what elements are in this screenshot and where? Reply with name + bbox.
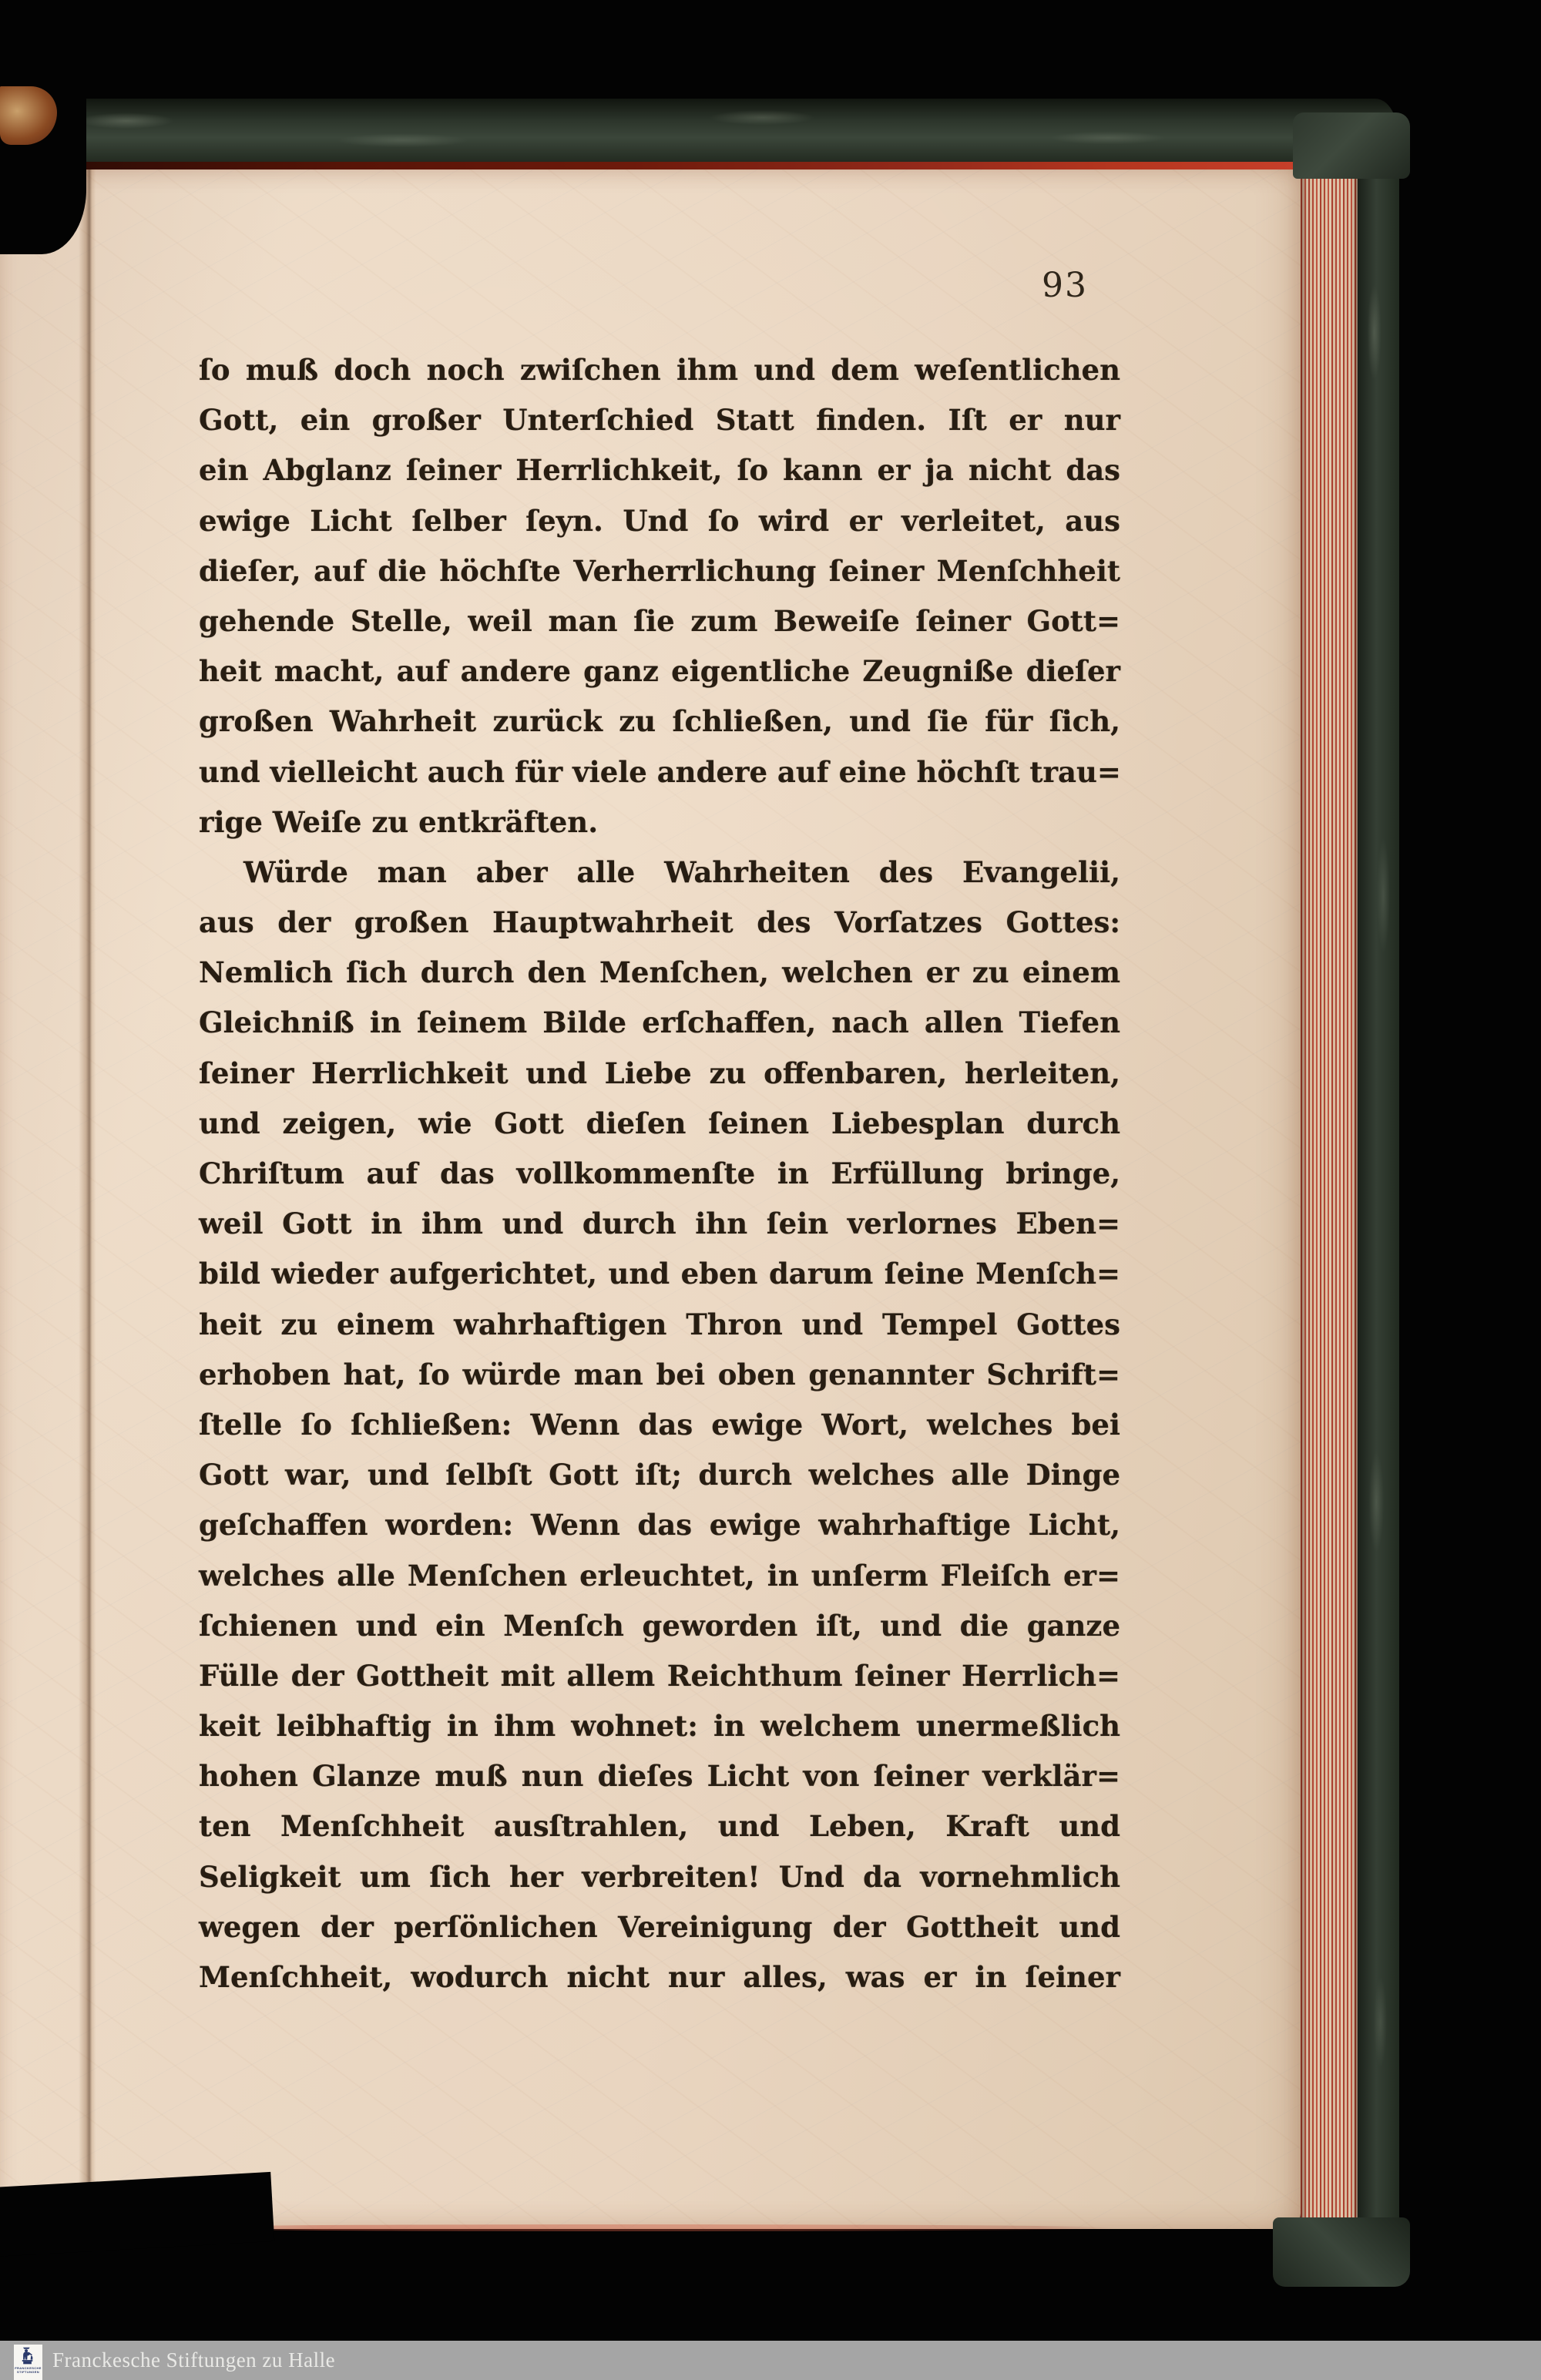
footer-logo-caption-line1: FRANCKESCHE bbox=[15, 2366, 42, 2370]
text-line: aus der großen Hauptwahrheit des Vorſatzes Gottes: bbox=[199, 905, 1120, 940]
text-line: ten Menſchheit ausſtrahlen, und Leben, Kraft und bbox=[199, 1809, 1120, 1844]
fore-edge-stripes bbox=[1301, 163, 1358, 2256]
text-line: Gott war, und ſelbſt Gott iſt; durch welches alle Dinge bbox=[199, 1458, 1120, 1492]
footer-title: Franckesche Stiftungen zu Halle bbox=[52, 2348, 336, 2372]
text-line: dieſer, auf die höchſte Verherrlichung ſeiner Menſchheit bbox=[199, 553, 1120, 588]
gutter-crease bbox=[79, 164, 100, 2229]
text-line: Menſchheit, wodurch nicht nur alles, was er in ſeiner bbox=[199, 1960, 1120, 1994]
text-line: Nemlich ſich durch den Menſchen, welchen er zu einem bbox=[199, 955, 1120, 990]
text-block bbox=[199, 345, 1120, 2002]
text-line: ſtelle ſo ſchließen: Wenn das ewige Wort, welches bei bbox=[199, 1407, 1120, 1442]
text-line: wegen der perſönlichen Vereinigung der Gottheit und bbox=[199, 1909, 1120, 1944]
page-bottom-red-edge bbox=[146, 2224, 1117, 2231]
text-line: heit zu einem wahrhaftigen Thron und Tempel Gottes bbox=[199, 1307, 1120, 1341]
text-line: rige Weiſe zu entkräften. bbox=[199, 804, 599, 839]
text-line: erhoben hat, ſo würde man bei oben genannter Schrift= bbox=[199, 1357, 1120, 1391]
text-line: Seligkeit um ſich her verbreiten! Und da vornehmlich bbox=[199, 1859, 1120, 1894]
francke-statue-icon bbox=[20, 2346, 36, 2366]
text-line: ſchienen und ein Menſch geworden iſt, und die ganze bbox=[199, 1608, 1120, 1643]
text-line: Würde man aber alle Wahrheiten des Evangelii, bbox=[243, 854, 1120, 889]
book-page bbox=[0, 164, 1301, 2229]
text-line: ſo muß doch noch zwiſchen ihm und dem weſentlichen bbox=[199, 353, 1120, 387]
cover-corner-top-right bbox=[1293, 112, 1410, 179]
text-line: Gleichniß in ſeinem Bilde erſchaffen, nach allen Tiefen bbox=[199, 1005, 1120, 1040]
bottom-left-shadow bbox=[0, 2172, 274, 2258]
text-line: gehende Stelle, weil man ſie zum Beweiſe ſeiner Gott= bbox=[199, 603, 1120, 638]
text-line: Chriſtum auf das vollkommenſte in Erfüllung bringe, bbox=[199, 1156, 1120, 1190]
text-line: bild wieder aufgerichtet, und eben darum ſeine Menſch= bbox=[199, 1257, 1120, 1291]
text-line: und vielleicht auch für viele andere auf eine höchſt trau= bbox=[199, 754, 1121, 789]
text-line: welches alle Menſchen erleuchtet, in unſerm Fleiſch er= bbox=[199, 1558, 1120, 1593]
text-line: Gott, ein großer Unterſchied Statt finden. Iſt er nur bbox=[199, 403, 1120, 438]
text-line: ewige Licht ſelber ſeyn. Und ſo wird er verleitet, aus bbox=[199, 503, 1120, 538]
footer-logo-caption bbox=[15, 2367, 42, 2375]
page-number: 93 bbox=[1042, 266, 1088, 305]
text-line: ein Abglanz ſeiner Herrlichkeit, ſo kann er ja nicht das bbox=[199, 453, 1120, 488]
text-line: hohen Glanze muß nun dieſes Licht von ſeiner verklär= bbox=[199, 1759, 1120, 1794]
text-line: weil Gott in ihm und durch ihn ſein verlornes Eben= bbox=[199, 1207, 1120, 1241]
text-line: geſchaffen worden: Wenn das ewige wahrhaftige Licht, bbox=[199, 1508, 1120, 1542]
text-line: heit macht, auf andere ganz eigentliche Zeugniße dieſer bbox=[199, 654, 1120, 689]
footer-logo bbox=[14, 2345, 42, 2380]
cover-corner-bottom-right bbox=[1273, 2217, 1410, 2287]
book-cover-top-edge bbox=[15, 99, 1398, 162]
text-line: keit leibhaftig in ihm wohnet: in welchem unermeßlich bbox=[199, 1709, 1120, 1744]
text-line: und zeigen, wie Gott dieſen ſeinen Liebesplan durch bbox=[199, 1106, 1120, 1140]
footer-logo-caption-line2: STIFTUNGEN bbox=[16, 2369, 40, 2374]
text-line: Fülle der Gottheit mit allem Reichthum ſeiner Herrlich= bbox=[199, 1658, 1120, 1693]
book-cover-right-edge bbox=[1358, 116, 1399, 2282]
text-line: großen Wahrheit zurück zu ſchließen, und ſie für ſich, bbox=[199, 704, 1120, 739]
text-line: ſeiner Herrlichkeit und Liebe zu offenbaren, herleiten, bbox=[199, 1056, 1120, 1090]
